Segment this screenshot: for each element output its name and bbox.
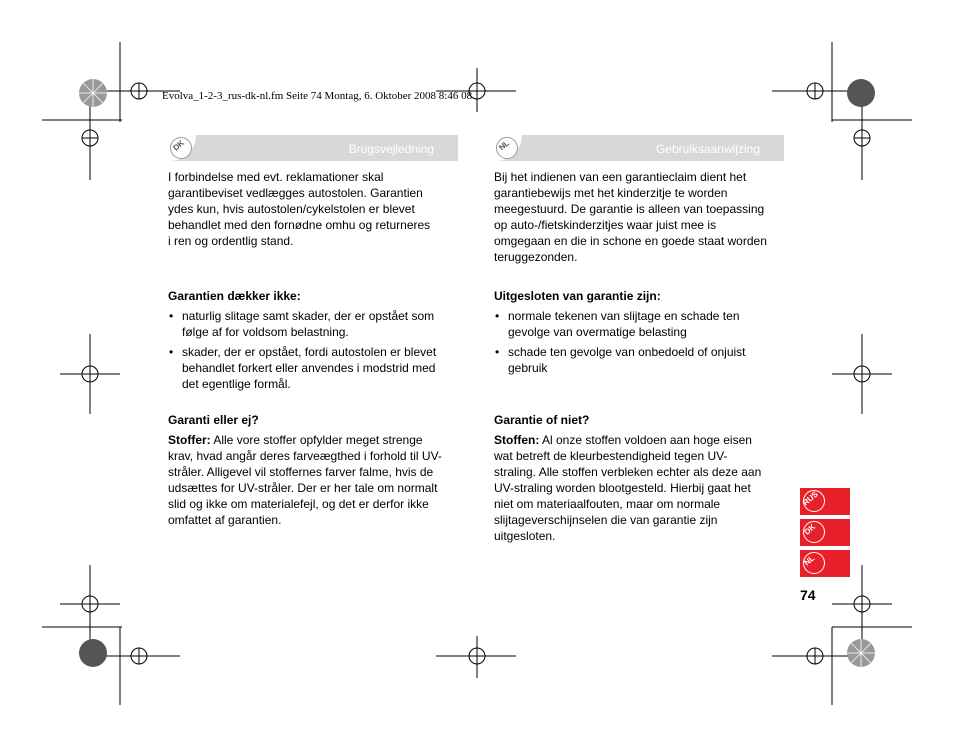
nl-intro-line: op auto-/fietskinderzitjes waar juist mee is — [494, 218, 717, 232]
dk-exclusions-heading: Garantien dækker ikke: — [168, 289, 301, 303]
nl-fabric-line: wat betreft de kleurbestendigheid tegen UV- — [494, 449, 728, 463]
nl-intro-line: teruggezonden. — [494, 250, 578, 264]
dk-fabric-line — [168, 432, 458, 448]
nl-intro-line: Bij het indienen van een garantieclaim dient het — [494, 170, 747, 184]
nl-exclusions-section — [494, 288, 784, 380]
nl-fabric-label: Stoffen: — [494, 433, 540, 447]
lang-tab-dk-label: DK — [802, 522, 818, 537]
nl-intro-line: meegestuurd. De garantie is alleen van toepassing — [494, 202, 765, 216]
list-item-line: gevolge van overmatige belasting — [508, 325, 687, 339]
list-item — [168, 308, 458, 340]
dk-intro-line: I forbindelse med evt. reklamationer skal — [168, 170, 384, 184]
nl-fabric-line: slijtageverschijnselen die van garantie zijn — [494, 513, 718, 527]
nl-fabric-text: Al onze stoffen voldoen aan hoge eisen — [539, 433, 752, 447]
nl-exclusions-list — [494, 308, 784, 376]
nl-fabric-line: uitgesloten. — [494, 529, 556, 543]
dk-intro-line: i ren og ordentlig stand. — [168, 234, 294, 248]
nl-warranty-heading: Garantie of niet? — [494, 413, 590, 427]
nl-fabric-line: UV-straling worden blootgesteld. Hierbij gaat het — [494, 481, 751, 495]
nl-exclusions-heading: Uitgesloten van garantie zijn: — [494, 289, 661, 303]
nl-intro-paragraph — [494, 169, 784, 265]
dk-fabric-line: stråler. Alligevel vil stoffernes farver falme, hvis de — [168, 465, 434, 479]
dk-exclusions-list — [168, 308, 458, 392]
file-header-line: Evolva_1-2-3_rus-dk-nl.fm Seite 74 Montag, 6. Oktober 2008 8:46 08 — [162, 90, 473, 102]
nl-badge-label: NL — [497, 138, 511, 153]
list-item-line: behandlet forkert eller anvendes i modstrid med — [182, 361, 436, 375]
lang-tab-dk — [800, 519, 850, 546]
lang-tab-nl-label: NL — [802, 553, 817, 568]
list-item — [494, 308, 784, 340]
dk-intro-line: ydes kun, hvis autostolen/cykelstolen er blevet — [168, 202, 415, 216]
list-item-line: det egentlige formål. — [182, 377, 291, 391]
list-item-line: • skader, der er opstået, fordi autostolen er blevet — [182, 345, 437, 359]
nl-fabric-line — [494, 432, 784, 448]
dk-intro-paragraph — [168, 169, 458, 249]
list-item — [168, 344, 458, 392]
dk-exclusions-section — [168, 288, 458, 396]
list-item — [494, 344, 784, 376]
banner-title-nl: Gebruiksaanwijzing — [655, 142, 760, 156]
list-item-line: • normale tekenen van slijtage en schade ten — [508, 309, 740, 323]
list-item-line: gebruik — [508, 361, 548, 375]
section-banner-dk — [168, 135, 458, 161]
dk-fabric-line: omfattet af garantien. — [168, 513, 282, 527]
dk-intro-line: garantibeviset vedlægges autostolen. Garantien — [168, 186, 423, 200]
section-banner-nl — [494, 135, 784, 161]
dk-fabric-text: Alle vore stoffer opfylder meget strenge — [210, 433, 423, 447]
dk-fabric-line: udsættes for UV-stråler. Der er her tale om normalt — [168, 481, 438, 495]
dk-badge — [168, 135, 196, 161]
list-item-line: • schade ten gevolge van onbedoeld of onjuist — [508, 345, 746, 359]
dk-warranty-heading: Garanti eller ej? — [168, 413, 259, 427]
nl-fabric-line: niet om materiaalfouten, maar om normale — [494, 497, 721, 511]
list-item-line: • naturlig slitage samt skader, der er opstået som — [182, 309, 435, 323]
dk-intro-line: behandlet med den fornødne omhu og returneres — [168, 218, 431, 232]
nl-warranty-section — [494, 412, 784, 544]
nl-intro-line: garantiebewijs met het kinderzitje te worden — [494, 186, 728, 200]
nl-intro-line: omgegaan en die in schone en goede staat worden — [494, 234, 767, 248]
list-item-line: følge af for voldsom belastning. — [182, 325, 349, 339]
dk-fabric-label: Stoffer: — [168, 433, 211, 447]
page-number: 74 — [800, 587, 816, 603]
banner-title-dk: Brugsvejledning — [348, 142, 434, 156]
nl-fabric-line: straling. Alle stoffen verbleken echter als deze aan — [494, 465, 762, 479]
nl-badge — [494, 135, 522, 161]
dk-badge-label: DK — [171, 138, 186, 153]
dk-fabric-line: krav, hvad angår deres farveægthed i forhold til UV- — [168, 449, 442, 463]
dk-warranty-section — [168, 412, 458, 528]
dk-fabric-line: slid og ikke om materialefejl, og det er derfor ikke — [168, 497, 429, 511]
lang-tab-rus-label: RUS — [801, 489, 820, 508]
lang-tab-rus — [800, 488, 850, 515]
lang-tab-nl — [800, 550, 850, 577]
